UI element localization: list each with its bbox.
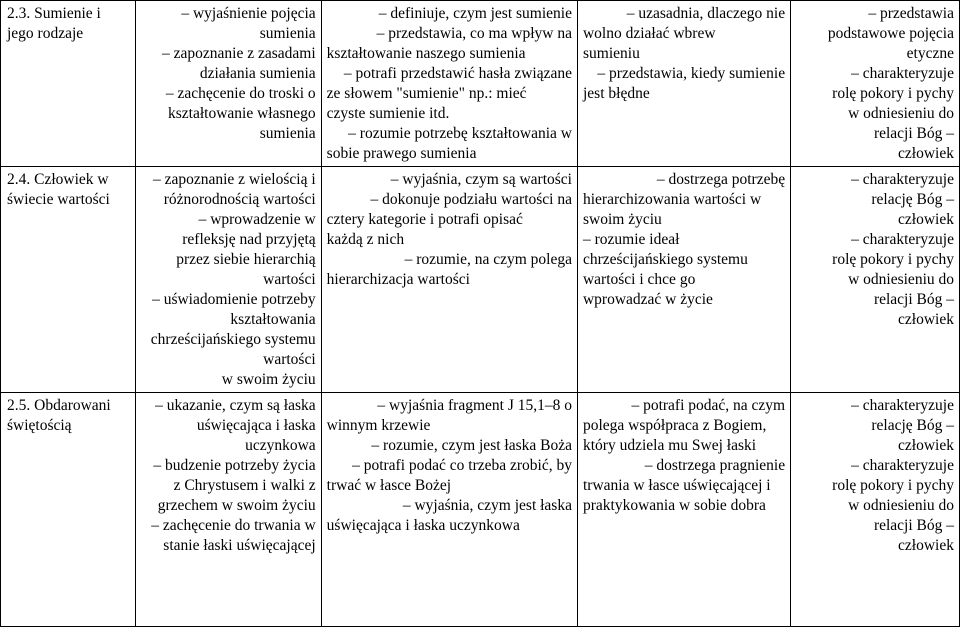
goal-line: – wprowadzenie w [198, 211, 316, 228]
goal-line: – zapoznanie z zasadami [162, 45, 316, 62]
content-line: – dokonuje podziału wartości na [370, 191, 572, 208]
content-line: każdą z nich [326, 231, 405, 248]
topic-line: 2.4. Człowiek w [7, 171, 109, 188]
extended-cell [577, 167, 790, 393]
attitude-line: człowiek [898, 311, 954, 328]
content-line: ze słowem "sumienie" np.: mieć [326, 85, 527, 102]
goal-line: kształtowania [230, 311, 316, 328]
table-row [1, 167, 960, 393]
goal-line: – ukazanie, czym są łaska [155, 397, 316, 414]
attitude-line: w odniesieniu do [848, 497, 954, 514]
content-line: – potrafi podać co trzeba zrobić, by [352, 457, 572, 474]
extended-line: trwania w łasce uświęcającej i [582, 477, 771, 494]
content-cell [321, 1, 577, 167]
extended-line: wartości i chce go [582, 271, 696, 288]
attitude-line: rolę pokory i pychy [832, 251, 954, 268]
content-line: uświęcająca i łaska uczynkowa [326, 517, 520, 534]
attitudes-cell [791, 167, 960, 393]
goals-cell [135, 167, 321, 393]
content-line: – przedstawia, co ma wpływ na [376, 25, 572, 42]
content-cell [321, 167, 577, 393]
goals-cell [135, 393, 321, 627]
goal-line: grzechem w swoim życiu [157, 497, 316, 514]
attitude-line: relację Bóg – [871, 417, 954, 434]
goal-line: uczynkowa [245, 437, 316, 454]
attitude-line: relację Bóg – [871, 191, 954, 208]
content-line: kształtowanie naszego sumienia [326, 45, 526, 62]
goal-line: – zachęcenie do troski o [165, 85, 316, 102]
extended-line: swoim życiu [582, 211, 662, 228]
goal-line: kształtowanie własnego [168, 105, 316, 122]
attitude-line: – charakteryzuje [851, 171, 954, 188]
attitude-line: podstawowe pojęcia [827, 25, 954, 42]
goal-line: różnorodnością wartości [163, 191, 316, 208]
attitude-line: człowiek [898, 537, 954, 554]
attitude-line: w odniesieniu do [848, 105, 954, 122]
extended-line: – uzasadnia, dlaczego nie [626, 5, 786, 22]
attitude-line: – charakteryzuje [851, 231, 954, 248]
attitude-line: rolę pokory i pychy [832, 477, 954, 494]
attitude-line: człowiek [898, 145, 954, 162]
goals-cell [135, 1, 321, 167]
attitudes-cell [791, 393, 960, 627]
content-line: – rozumie potrzebę kształtowania w [348, 125, 572, 142]
goal-line: – wyjaśnienie pojęcia [181, 5, 316, 22]
attitude-line: człowiek [898, 437, 954, 454]
topic-line: 2.3. Sumienie i [7, 5, 101, 22]
content-line: – wyjaśnia, czym jest łaska [402, 497, 572, 514]
attitude-line: – charakteryzuje [851, 457, 954, 474]
topic-line: jego rodzaje [7, 25, 84, 42]
attitude-line: człowiek [898, 211, 954, 228]
content-cell [321, 393, 577, 627]
content-line: – rozumie, czym jest łaska Boża [371, 437, 572, 454]
goal-line: sumienia [259, 25, 316, 42]
extended-line: – dostrzega pragnienie [644, 457, 786, 474]
attitude-line: etyczne [906, 45, 954, 62]
topic-line: świętością [7, 417, 72, 434]
content-line: – definiuje, czym jest sumienie [378, 5, 572, 22]
attitude-line: w odniesieniu do [848, 271, 954, 288]
content-line: – potrafi przedstawić hasła związane [343, 65, 572, 82]
content-line: czyste sumienie itd. [326, 105, 450, 122]
extended-cell [577, 1, 790, 167]
goal-line: sumienia [259, 125, 316, 142]
goal-line: wartości [263, 351, 316, 368]
extended-line: praktykowania w sobie dobra [582, 497, 766, 514]
extended-line: – rozumie ideał [582, 231, 680, 248]
extended-line: wolno działać wbrew [582, 25, 716, 42]
table-row [1, 393, 960, 627]
extended-line: – dostrzega potrzebę [656, 171, 786, 188]
goal-line: – uświadomienie potrzeby [152, 291, 316, 308]
attitude-line: relacji Bóg – [873, 125, 954, 142]
goal-line: – budzenie potrzeby życia [153, 457, 316, 474]
extended-line: – przedstawia, kiedy sumienie [597, 65, 786, 82]
goal-line: w swoim życiu [221, 371, 316, 388]
attitude-line: – przedstawia [868, 5, 954, 22]
attitudes-cell [791, 1, 960, 167]
extended-line: chrześcijańskiego systemu [582, 251, 748, 268]
goal-line: – zachęcenie do trwania w [151, 517, 316, 534]
goal-line: stanie łaski uświęcającej [163, 537, 316, 554]
content-line: hierarchizacja wartości [326, 271, 470, 288]
topic-cell [1, 393, 136, 627]
goal-line: przez siebie hierarchią [176, 251, 316, 268]
goal-line: – zapoznanie z wielością i [152, 171, 316, 188]
goal-line: refleksję nad przyjętą [182, 231, 316, 248]
extended-line: sumieniu [582, 45, 640, 62]
attitude-line: – charakteryzuje [851, 65, 954, 82]
attitude-line: relacji Bóg – [873, 291, 954, 308]
extended-line: wprowadzać w życie [582, 291, 713, 308]
content-line: trwać w łasce Bożej [326, 477, 452, 494]
attitude-line: relacji Bóg – [873, 517, 954, 534]
attitude-line: – charakteryzuje [851, 397, 954, 414]
extended-line: – potrafi podać, na czym [631, 397, 786, 414]
content-line: sobie prawego sumienia [326, 145, 477, 162]
content-line: – rozumie, na czym polega [404, 251, 572, 268]
goal-line: działania sumienia [199, 65, 316, 82]
content-line: winnym krzewie [326, 417, 431, 434]
content-line: cztery kategorie i potrafi opisać [326, 211, 523, 228]
content-line: – wyjaśnia, czym są wartości [390, 171, 572, 188]
attitude-line: rolę pokory i pychy [832, 85, 954, 102]
table-row [1, 1, 960, 167]
goal-line: wartości [263, 271, 316, 288]
goal-line: z Chrystusem i walki z [173, 477, 316, 494]
topic-line: świecie wartości [7, 191, 110, 208]
goal-line: chrześcijańskiego systemu [150, 331, 316, 348]
content-line: – wyjaśnia fragment J 15,1–8 o [377, 397, 572, 414]
topic-cell [1, 167, 136, 393]
extended-line: jest błędne [582, 85, 650, 102]
topic-line: 2.5. Obdarowani [7, 397, 111, 414]
goal-line: uświęcająca i łaska [196, 417, 316, 434]
extended-line: hierarchizowania wartości w [582, 191, 762, 208]
topic-cell [1, 1, 136, 167]
extended-line: który udziela mu Swej łaski [582, 437, 757, 454]
extended-line: polega współpraca z Bogiem, [582, 417, 767, 434]
extended-cell [577, 393, 790, 627]
